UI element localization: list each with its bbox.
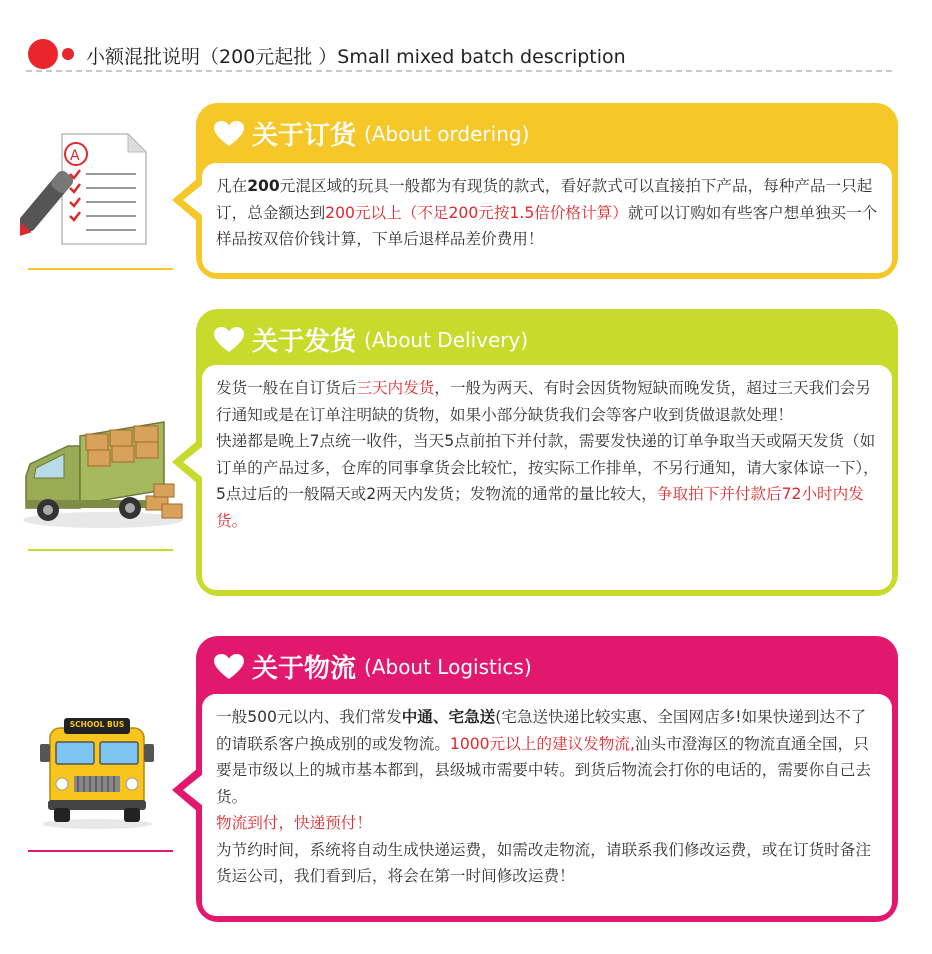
courier-highlight: 中通、宅急送 bbox=[401, 708, 496, 726]
logistics-title-zh: 关于物流 bbox=[252, 654, 357, 684]
logistics-paragraph-3: 为节约时间，系统将自动生成快递运费，如需改走物流，请联系我们修改运费，或在订货时备注货运公司，我们看到后，将会在第一时间修改运费！ bbox=[216, 840, 871, 885]
minimum-order-highlight: 200元以上（不足200元按1.5倍价格计算） bbox=[325, 203, 628, 222]
ordering-title-zh: 关于订货 bbox=[252, 121, 357, 151]
checklist-document-icon bbox=[20, 128, 150, 248]
page-header bbox=[26, 34, 892, 70]
svg-text:A: A bbox=[70, 148, 80, 164]
logistics-card bbox=[196, 636, 898, 922]
ordering-title-en: (About ordering) bbox=[364, 121, 530, 146]
logistics-paragraph-1 bbox=[216, 704, 880, 810]
ordering-card bbox=[196, 103, 898, 279]
delivery-paragraph-2 bbox=[216, 428, 880, 534]
amount-highlight: 200 bbox=[247, 177, 280, 195]
text-span: 元混区域的玩具一般都为有现货的款式，看好款式可以直接拍下产品，每种产品一只起订，总金额达到 bbox=[216, 177, 873, 222]
logistics-paragraph-2: 物流到付，快递预付！ bbox=[216, 814, 372, 832]
heart-icon bbox=[214, 121, 244, 147]
delivery-card bbox=[196, 309, 898, 596]
72-hours-highlight: 争取拍下并付款后72小时内发货。 bbox=[216, 485, 864, 530]
delivery-underline bbox=[28, 549, 173, 551]
delivery-truck-icon bbox=[18, 412, 188, 532]
three-days-highlight: 三天内发货 bbox=[356, 379, 435, 397]
page-title: 小额混批说明（200元起批 ）Small mixed batch description bbox=[86, 46, 626, 68]
heart-icon bbox=[214, 654, 244, 680]
header-divider bbox=[26, 70, 892, 72]
delivery-pointer-inner bbox=[183, 446, 203, 478]
delivery-body bbox=[202, 365, 892, 590]
text-span: 发货一般在自订货后 bbox=[216, 379, 357, 397]
bus-sign-text: SCHOOL BUS bbox=[69, 720, 125, 729]
logistics-pointer-inner bbox=[183, 774, 203, 806]
delivery-title-en: (About Delivery) bbox=[364, 327, 529, 352]
school-bus-icon bbox=[34, 714, 160, 830]
text-span: 凡在 bbox=[216, 177, 248, 195]
red-dot-small bbox=[62, 48, 74, 60]
text-span: 快递都是晚上7点统一收件，当天5点前拍下并付款，需要发快递的订单争取当天或隔天发货（如订单的产品过多，仓库的同事拿货会比较忙，按实际工作排单，不另行通知，请大家体谅一下），5点过后的一般隔天或2两天内发货；发物流的通常的量比较大， bbox=[216, 432, 879, 503]
text-span: ，一般为两天、有时会因货物短缺而晚发货，超过三天我们会另行通知或是在订单注明缺的货物，如果小部分缺货我们会等客户收到货做退款处理！ bbox=[216, 379, 871, 424]
ordering-body bbox=[202, 163, 892, 273]
ordering-pointer-inner bbox=[183, 184, 203, 216]
logistics-title bbox=[214, 648, 532, 685]
delivery-title-zh: 关于发货 bbox=[252, 327, 357, 357]
logistics-body bbox=[202, 694, 892, 916]
ordering-title bbox=[214, 115, 529, 152]
text-span: 一般500元以内、我们常发 bbox=[216, 708, 402, 726]
red-dot-large bbox=[28, 39, 58, 69]
text-span: 汕头市澄海区的物流直通全国，只要是市级以上的城市基本都到，县级城市需要中转。到货后物流会打你的电话的，需要你自己去货。 bbox=[216, 734, 871, 806]
text-span: (宅急送快递比较实惠、全国网店多!如果快递到达不了的请联系客户换成别的或发物流。 bbox=[216, 708, 867, 753]
logistics-underline bbox=[28, 850, 173, 852]
heart-icon bbox=[214, 327, 244, 353]
delivery-paragraph-1 bbox=[216, 375, 880, 428]
logistics-title-en: (About Logistics) bbox=[364, 654, 532, 679]
ordering-paragraph bbox=[216, 173, 880, 253]
text-span: 就可以订购如有些客户想单独买一个样品按双倍价钱计算，下单后退样品差价费用！ bbox=[216, 203, 878, 248]
delivery-title bbox=[214, 321, 528, 358]
ordering-underline bbox=[28, 268, 173, 270]
freight-threshold-highlight: 1000元以上的建议发物流, bbox=[449, 734, 635, 753]
